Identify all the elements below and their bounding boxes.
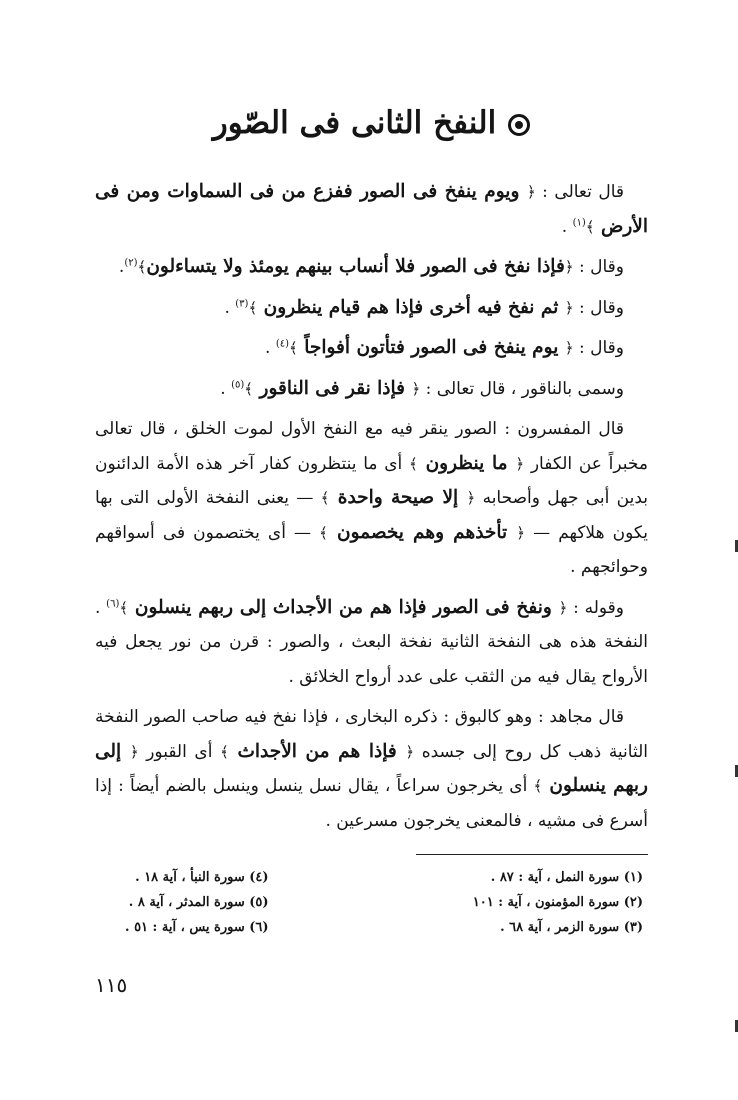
ornate-bracket: ﴾ [319,523,328,542]
ornate-bracket: ﴾ [533,777,543,795]
text-run: وقال : [573,257,624,277]
footnote-ref: (٢) [124,257,138,269]
footnote-ref: (٣) [235,297,249,309]
ornate-bracket: ﴿ [564,258,574,276]
text-run: وسمى بالناقور ، قال تعالى : [420,378,624,399]
ornate-bracket: ﴾ [119,598,129,617]
text-run: قال مجاهد : وهو كالبوق : ذكره البخارى ، فإذا نفخ فيه صاحب الصور النفخة الثانية ذهب كل روح إلى جسده [95,707,649,762]
ornate-bracket: ﴿ [405,742,415,761]
text-run: أى القبور [138,741,221,762]
page-title-text: النفخ الثانى فى الصّور [212,105,497,141]
ornate-bracket: ﴿ [558,598,568,617]
text-run: . [118,257,125,277]
ornate-bracket: ﴾ [244,379,254,398]
footnotes-right-column [473,865,643,940]
paragraph [95,700,648,838]
paragraph [95,412,648,585]
text-run: قال تعالى : [535,182,624,202]
footnote-ref: (١) [572,216,586,228]
ornate-bracket: ﴾ [320,489,330,507]
quran-verse: ثم نفخ فيه أخرى فإذا هم قيام ينظرون [257,296,565,318]
page-title [95,93,648,153]
ornate-bracket: ﴾ [220,742,229,761]
ornate-bracket: ﴿ [466,489,476,507]
footnote-ref: (٦) [106,597,120,609]
footnote: (٦) سورة يس ، آية : ٥١ . [125,920,269,935]
text-run: . النفخة هذه هى النفخة الثانية نفخة البعث ، والصور : قرن من نور يجعل فيه الأرواح يقال فيه من الثقب على عدد أرواح الخلائق . [95,597,648,687]
text-run: — يعنى النفخة الأولى التى بها يكون هلاكهم — [95,488,648,543]
quran-verse: تأخذهم وهم يخصمون [327,521,517,543]
ornate-bracket: ﴿ [564,298,574,317]
text-run: . [561,216,573,237]
text-run: وقوله : [567,597,624,618]
ornate-bracket: ﴿ [129,742,139,761]
text-run: أى ما ينتظرون كفار آخر هذه الأمة الدائنون بدين أبى جهل وأصحابه [95,453,648,508]
footnotes [95,865,648,940]
text-run: وقال : [573,338,624,358]
quran-verse: ما ينظرون [417,452,516,474]
footnote: (٣) سورة الزمر ، آية ٦٨ . [500,920,643,935]
paragraph [95,250,648,285]
ornate-bracket: ﴾ [248,298,258,317]
text-run: وقال : [573,297,624,318]
ornate-bracket: ﴿ [516,523,526,542]
ornate-bracket: ﴾ [409,454,418,473]
ornate-bracket: ﴾ [289,339,298,357]
paragraph [95,291,648,326]
footnote: (٥) سورة المدثر ، آية ٨ . [128,895,269,910]
footnote: (٢) سورة المؤمنون ، آية : ١٠١ [472,895,643,910]
text-run: . [220,378,232,399]
footnote-ref: (٥) [231,378,245,390]
ornate-bracket: ﴾ [137,258,147,276]
page-number: ١١٥ [95,973,128,997]
paragraph [95,331,648,366]
quran-verse: فإذا نفخ فى الصور فلا أنساب بينهم يومئذ ولا يتساءلون [146,256,565,277]
footnote: (١) سورة النمل ، آية : ٨٧ . [490,870,643,885]
quran-verse: ويوم ينفخ فى الصور ففزع من فى السماوات ومن فى الأرض [95,181,648,237]
text-run: — أى يختصمون فى أسواقهم وحوائجهم . [95,522,648,577]
ornate-bracket: ﴿ [564,339,574,357]
quran-verse: يوم ينفخ فى الصور فتأتون أفواجاً [297,337,565,358]
quran-verse: ونفخ فى الصور فإذا هم من الأجداث إلى ربهم ينسلون [128,596,559,618]
circle-bullet-icon [508,114,530,136]
footnotes-left-column [125,865,269,940]
quran-verse: فإذا هم من الأجداث [228,740,406,762]
quran-verse: إلى ربهم ينسلون [95,740,648,796]
quran-verse: إلا صيحة واحدة [329,487,467,508]
text-run: . [224,297,236,318]
footnote-ref: (٤) [275,338,290,350]
ornate-bracket: ﴿ [526,183,536,201]
paragraph [95,175,648,244]
text-run: قال المفسرون : الصور ينقر فيه مع النفخ الأول لموت الخلق ، قال تعالى مخبراً عن الكفار [95,419,648,474]
paragraph [95,591,648,695]
main-text [95,175,648,838]
footnote-divider [416,854,648,855]
text-run: . [265,338,276,358]
ornate-bracket: ﴿ [411,379,421,398]
paragraph [95,372,648,407]
book-page [95,85,648,1045]
text-run: أى يخرجون سراعاً ، يقال نسل ينسل وينسل بالضم أيضاً : إذا أسرع فى مشيه ، فالمعنى يخرجون مسرعين . [95,776,648,831]
ornate-bracket: ﴾ [585,217,595,236]
quran-verse: فإذا نقر فى الناقور [253,377,412,399]
footnote: (٤) سورة النبأ ، آية ١٨ . [135,870,269,885]
ornate-bracket: ﴿ [515,454,525,473]
